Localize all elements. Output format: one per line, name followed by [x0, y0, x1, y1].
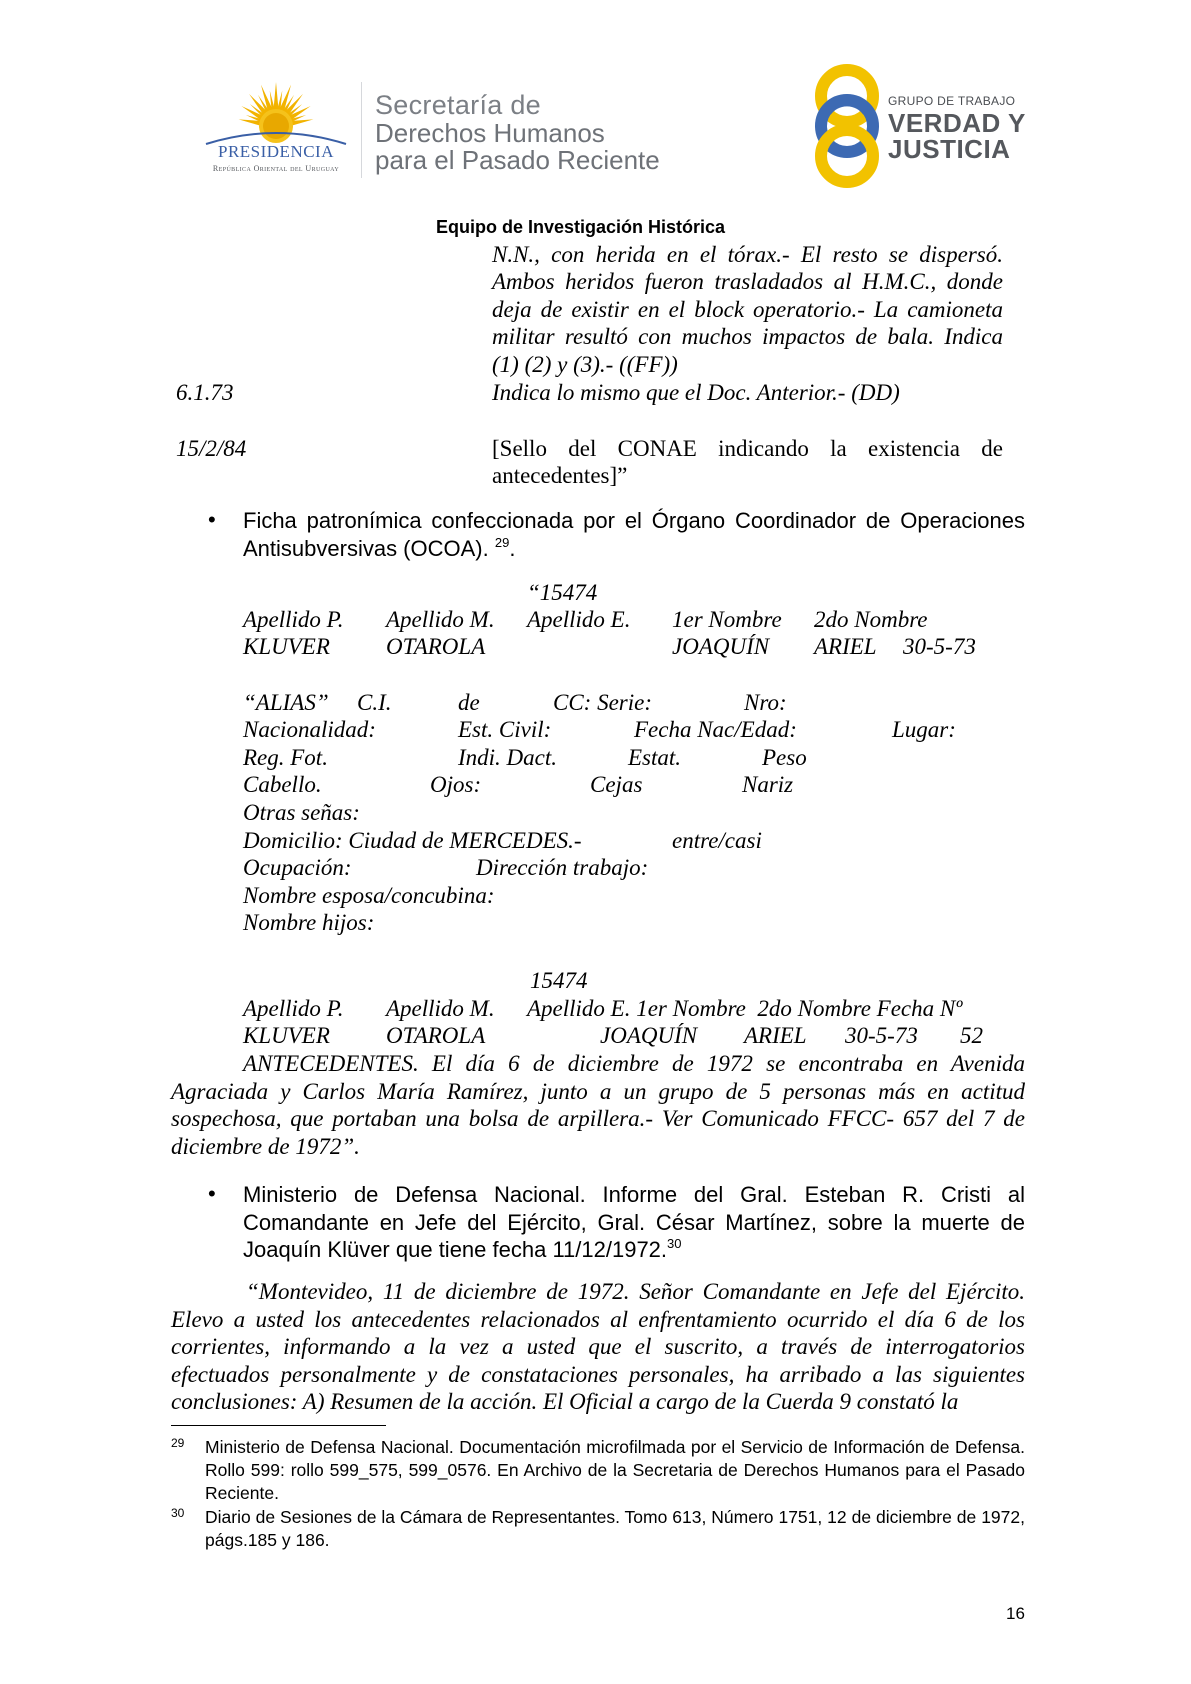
bullet-icon: • [208, 507, 216, 532]
card-field-label: Domicilio: Ciudad de MERCEDES.- [243, 828, 582, 853]
entry-line: deja de existir en el block operatorio.- La camioneta [492, 297, 1003, 322]
card-value-cell: JOAQUÍN [600, 1023, 698, 1048]
footnote-number: 29 [171, 1436, 185, 1450]
card-field-label: Peso [762, 745, 807, 770]
secretaria-line-1: Secretaría de [375, 90, 541, 120]
card-field-label: Nacionalidad: [243, 717, 376, 742]
card-field-label: C.I. [357, 690, 392, 715]
entry-text: [Sello del CONAE indicando la existencia de [492, 436, 1003, 461]
card-field-label: Est. Civil: [458, 717, 552, 742]
card-value-cell: OTAROLA [386, 1023, 486, 1048]
page-number: 16 [1006, 1604, 1025, 1623]
bullet-text: Ministerio de Defensa Nacional. Informe del Gral. Esteban R. Cristi al Comandante en Jefe del Ejército, Gral. César Martínez, sobre la muerte de Joaquín Klüver que tiene fecha 11/12/1972.30 [243, 1182, 1025, 1262]
entry-date: 15/2/84 [176, 436, 247, 461]
antecedentes-paragraph: ANTECEDENTES. El día 6 de diciembre de 1972 se encontraba en Avenida Agraciada y Carlos María Ramírez, junto a un grupo de 5 personas más en actitud sospechosa, que portaban una bolsa de arpillera.- Ver Comunicado FFCC- 657 del 7 de diciembre de 1972”. [171, 1051, 1025, 1159]
card-field-label: Fecha Nac/Edad: [634, 717, 797, 742]
card-field-label: Dirección trabajo: [476, 855, 649, 880]
entry-date: 6.1.73 [176, 380, 234, 405]
header-divider [361, 82, 362, 178]
card-value-cell: OTAROLA [386, 634, 486, 659]
gtvj-line-2: VERDAD Y [888, 108, 1026, 138]
card-field-label: Nro: [744, 690, 787, 715]
card-field-label: Estat. [628, 745, 682, 770]
card-value-cell: 52 [960, 1023, 983, 1048]
entry-text: Indica lo mismo que el Doc. Anterior.- (DD) [492, 380, 900, 405]
card-value-cell: 30-5-73 [845, 1023, 918, 1048]
entry-line: (1) (2) y (3).- ((FF)) [492, 352, 678, 377]
card-number: 15474 [530, 968, 588, 993]
footnote-text: Diario de Sesiones de la Cámara de Representantes. Tomo 613, Número 1751, 12 de diciembre de 1972, págs.185 y 186. [205, 1507, 1025, 1550]
secretaria-line-2: Derechos Humanos [375, 118, 605, 148]
bullet-icon: • [208, 1181, 216, 1206]
card-field-label: CC: Serie: [553, 690, 653, 715]
quote-paragraph: “Montevideo, 11 de diciembre de 1972. Señor Comandante en Jefe del Ejército. Elevo a usted los antecedentes relacionados al enfrentamiento ocurrido el día 6 de los corrientes, informando a la vez a usted que el suscrito, a través de interrogatorios efectuados personalmente y de constataciones personales, ha arribado a las siguientes conclusiones: A) Resumen de la acción. El Oficial a cargo de la Cuerda 9 constató la [171, 1279, 1025, 1414]
card-field-label: entre/casi [672, 828, 762, 853]
card-field-label: Nombre hijos: [243, 910, 375, 935]
gtvj-line-3: JUSTICIA [888, 134, 1011, 164]
card-value-cell: ARIEL [744, 1023, 807, 1048]
card-field-label: de [458, 690, 480, 715]
card-field-label: Ocupación: [243, 855, 352, 880]
card-field-label: Cejas [590, 772, 643, 797]
secretaria-title [375, 90, 660, 174]
card-header-cell: Apellido P. [243, 996, 344, 1021]
footnote-ref: 30 [667, 1236, 682, 1251]
entry-line: militar resultó con muchos impactos de bala. Indica [492, 324, 1003, 349]
entry-text: antecedentes]” [492, 463, 628, 488]
card-field-label: Otras señas: [243, 800, 360, 825]
card-header-cell: Apellido E. 1er Nombre 2do Nombre Fecha Nº [527, 996, 963, 1021]
card-field-label: Lugar: [892, 717, 956, 742]
card-field-label: “ALIAS” [243, 690, 329, 715]
secretaria-line-3: para el Pasado Reciente [375, 145, 660, 175]
bullet-text: Ficha patronímica confeccionada por el Órgano Coordinador de Operaciones Antisubversivas (OCOA). $^{29}$. [243, 508, 1025, 561]
card-value-cell: KLUVER [243, 634, 330, 659]
card-value-cell: KLUVER [243, 1023, 330, 1048]
card-field-label: Indi. Dact. [458, 745, 558, 770]
card-field-label: Nariz [742, 772, 794, 797]
sun-icon [196, 78, 356, 148]
footnote-separator [171, 1425, 386, 1426]
card-header-cell: 1er Nombre [672, 607, 782, 632]
footnote-ref: 29 [494, 534, 510, 550]
card-number: “15474 [527, 580, 598, 605]
card-header-cell: Apellido M. [386, 607, 495, 632]
entry-line: N.N., con herida en el tórax.- El resto se dispersó. [492, 242, 1003, 267]
presidencia-name: PRESIDENCIA [217, 142, 334, 161]
card-value-cell: JOAQUÍN [672, 634, 770, 659]
footnote-number: 30 [171, 1506, 185, 1520]
interlocked-rings-icon [812, 62, 882, 190]
presidencia-logo [196, 78, 356, 178]
card-field-label: Reg. Fot. [243, 745, 328, 770]
card-header-cell: Apellido E. [527, 607, 631, 632]
card-header-cell: Apellido M. [386, 996, 495, 1021]
card-header-cell: 2do Nombre [814, 607, 928, 632]
card-header-cell: Apellido P. [243, 607, 344, 632]
gtvj-logo [812, 62, 1032, 190]
entry-line: Ambos heridos fueron trasladados al H.M.C., donde [492, 269, 1003, 294]
team-title: Equipo de Investigación Histórica [436, 217, 726, 237]
footnote-text: Ministerio de Defensa Nacional. Documentación microfilmada por el Servicio de Información de Defensa. Rollo 599: rollo 599_575, 599_0576. En Archivo de la Secretaria de Derechos Humanos para el Pasado Reciente. [205, 1437, 1025, 1503]
card-value-cell: 30-5-73 [903, 634, 976, 659]
card-field-label: Cabello. [243, 772, 322, 797]
card-value-cell: ARIEL [814, 634, 877, 659]
card-field-label: Nombre esposa/concubina: [243, 883, 495, 908]
presidencia-subtitle: República Oriental del Uruguay [212, 164, 340, 173]
gtvj-line-1: GRUPO DE TRABAJO [888, 94, 1016, 108]
card-field-label: Ojos: [430, 772, 482, 797]
